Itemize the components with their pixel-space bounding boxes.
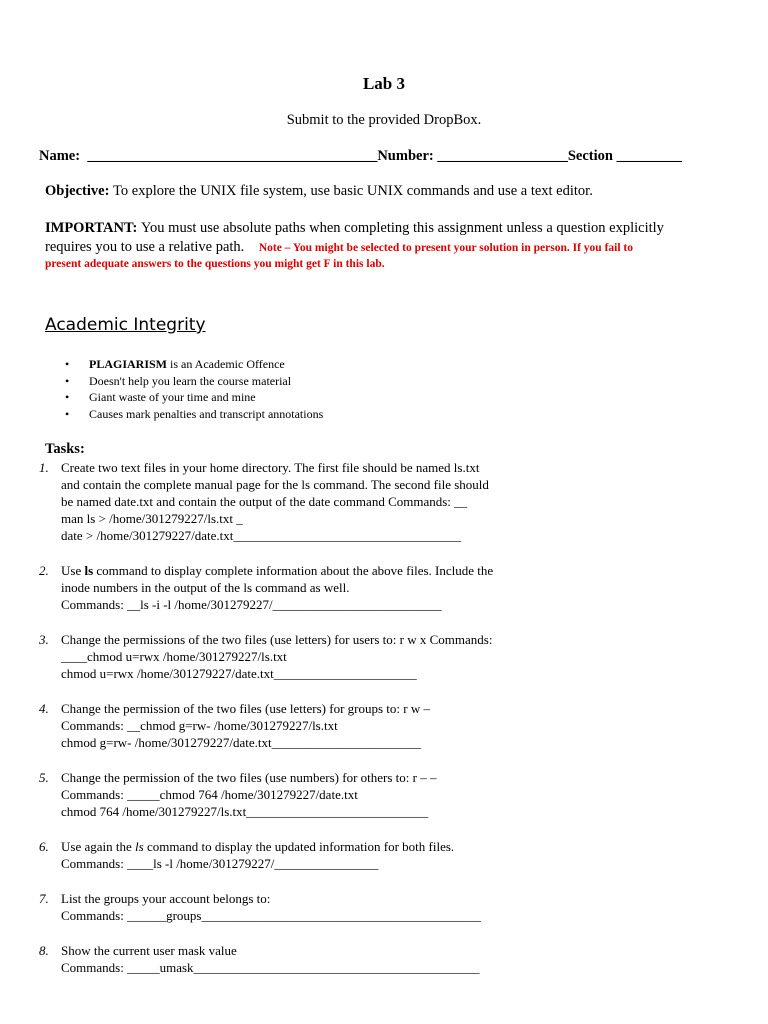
list-item [65, 373, 323, 390]
task-line: List the groups your account belongs to: [61, 891, 271, 906]
task-line: Commands: ____ls -l /home/301279227/________________ [61, 856, 379, 871]
task-line: chmod g=rw- /home/301279227/date.txt_______________________ [61, 735, 422, 750]
list-item-text: Causes mark penalties and transcript annotations [89, 406, 324, 421]
objective [45, 183, 593, 200]
task-number: 4. [39, 701, 49, 716]
list-item [65, 356, 323, 373]
task-line: Use again the ls command to display the updated information for both files. [61, 839, 455, 854]
task-line: chmod 764 /home/301279227/ls.txt____________________________ [61, 804, 429, 819]
task-number: 1. [39, 460, 49, 475]
task-line: and contain the complete manual page for the ls command. The second file should [61, 477, 489, 492]
ls-command: ls [84, 563, 94, 578]
task-line: inode numbers in the output of the ls command as well. [61, 580, 350, 595]
important-line2 [45, 239, 633, 256]
task-line: Commands: __chmod g=rw- /home/301279227/ls.txt [61, 718, 338, 733]
task-line: ____chmod u=rwx /home/301279227/ls.txt [61, 649, 287, 664]
task-line: Use ls command to display complete information about the above files. Include the [61, 563, 494, 578]
plagiarism-label: PLAGIARISM [89, 357, 168, 371]
page-title: Lab 3 [362, 74, 406, 93]
task-line: Commands: _____umask____________________________________________ [61, 960, 480, 975]
objective-text: To explore the UNIX file system, use basic UNIX commands and use a text editor. [113, 183, 593, 199]
task-line: Commands: _____chmod 764 /home/301279227/date.txt [61, 787, 358, 802]
task-6 [39, 838, 454, 872]
task-line: Commands: __ls -i -l /home/301279227/__________________________ [61, 597, 442, 612]
task-line: date > /home/301279227/date.txt___________________________________ [61, 528, 461, 543]
task-1 [39, 459, 489, 544]
task-4 [39, 700, 430, 751]
section-heading-academic-integrity: Academic Integrity [45, 315, 206, 335]
integrity-bullet-list [65, 356, 323, 422]
task-line: man ls > /home/301279227/ls.txt _ [61, 511, 243, 526]
task-line: be named date.txt and contain the output of the date command Commands: __ [61, 494, 468, 509]
important-text-1: You must use absolute paths when completing this assignment unless a question explicitly [141, 220, 664, 236]
task-number: 5. [39, 770, 49, 785]
important-label: IMPORTANT: [45, 220, 138, 236]
list-item [65, 389, 323, 406]
task-line: Change the permission of the two files (use letters) for groups to: r w – [61, 701, 430, 716]
list-item-text: Giant waste of your time and mine [89, 390, 256, 404]
important-text-2: requires you to use a relative path. [45, 239, 245, 255]
page-subtitle: Submit to the provided DropBox. [286, 112, 482, 128]
number-blank: __________________ [437, 148, 568, 164]
task-number: 2. [39, 563, 49, 578]
ls-command: ls [135, 839, 144, 854]
bullet-icon: • [65, 406, 70, 421]
bullet-icon: • [65, 357, 70, 371]
list-item [65, 406, 323, 423]
task-line: Change the permissions of the two files (use letters) for users to: r w x Commands: [61, 632, 493, 647]
task-number: 7. [39, 891, 49, 906]
task-line: Create two text files in your home directory. The first file should be named ls.txt [61, 460, 480, 475]
task-line: Commands: ______groups___________________________________________ [61, 908, 481, 923]
important-line1 [45, 220, 664, 237]
section-blank: _________ [616, 148, 682, 164]
list-item-text: Doesn't help you learn the course material [89, 373, 292, 388]
task-8 [39, 942, 480, 976]
list-item-text: is an Academic Offence [167, 357, 285, 371]
task-3 [39, 631, 492, 682]
task-number: 3. [39, 632, 49, 647]
number-label: Number: [377, 148, 434, 164]
note-text-1: Note – You might be selected to present your solution in person. If you fail to [258, 242, 633, 254]
bullet-icon: • [65, 390, 70, 404]
name-blank: ________________________________________ [87, 148, 378, 164]
section-label: Section [567, 148, 613, 164]
task-5 [39, 769, 436, 820]
name-label: Name: [39, 148, 81, 164]
note-text-2: present adequate answers to the questions you might get F in this lab. [45, 258, 385, 270]
tasks-heading: Tasks: [45, 441, 85, 457]
identification-line [39, 148, 682, 165]
task-7 [39, 890, 481, 924]
task-2 [39, 562, 493, 613]
task-line: Change the permission of the two files (use numbers) for others to: r – – [61, 770, 437, 785]
task-number: 6. [39, 839, 49, 854]
bullet-icon: • [65, 373, 70, 388]
task-number: 8. [39, 943, 49, 958]
objective-label: Objective: [45, 183, 110, 199]
task-line: Show the current user mask value [61, 943, 237, 958]
task-line: chmod u=rwx /home/301279227/date.txt______________________ [61, 666, 417, 681]
